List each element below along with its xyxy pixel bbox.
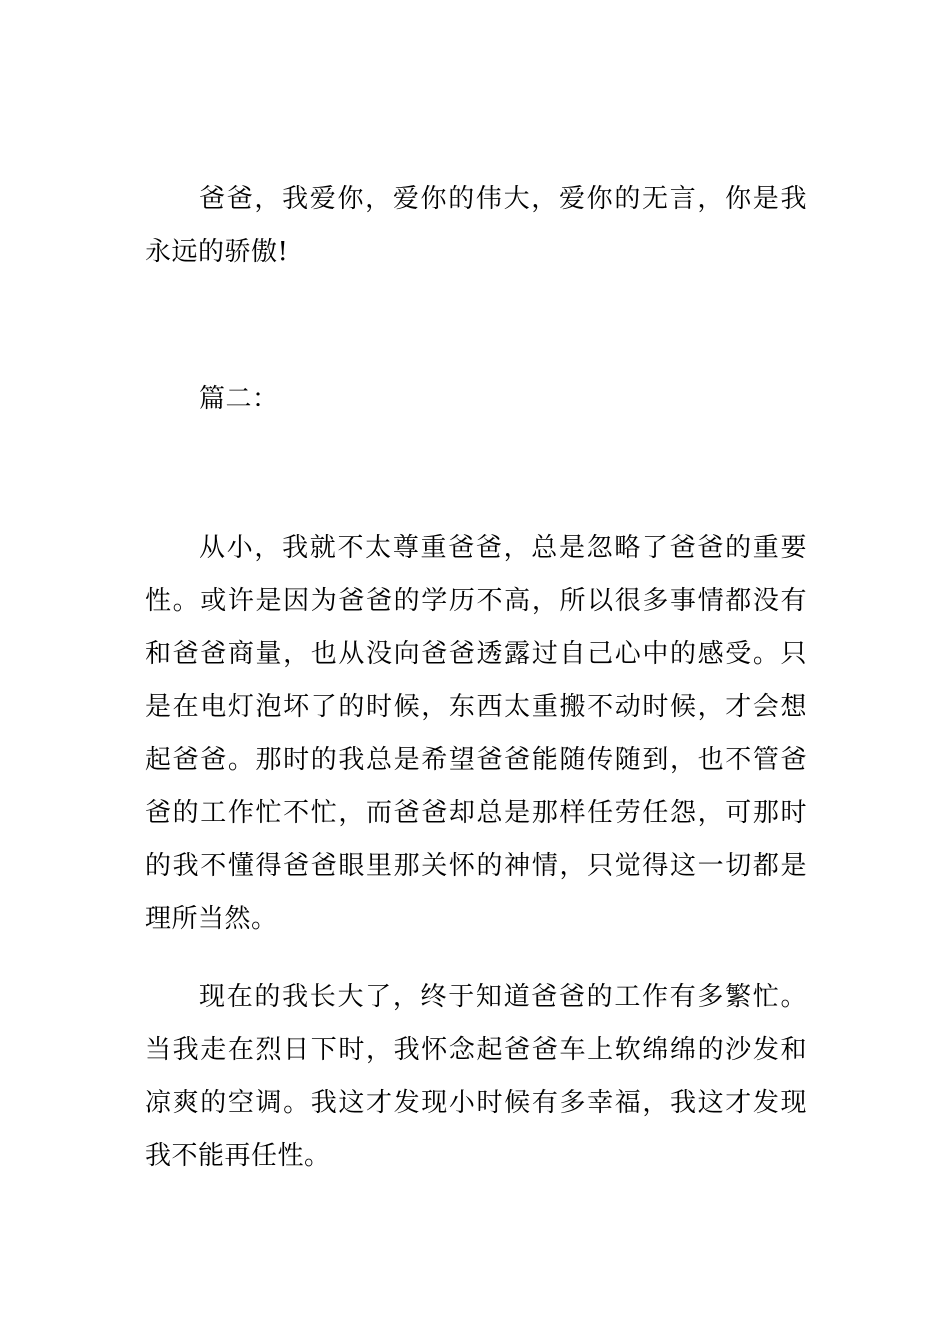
paragraph-grown-up: 现在的我长大了，终于知道爸爸的工作有多繁忙。当我走在烈日下时，我怀念起爸爸车上软绵绵的沙发和凉爽的空调。我这才发现小时候有多幸福，我这才发现我不能再任性。 xyxy=(145,982,807,1171)
section-heading: 篇二： xyxy=(199,384,279,414)
paragraph-childhood: 从小，我就不太尊重爸爸，总是忽略了爸爸的重要性。或许是因为爸爸的学历不高，所以很多事情都没有和爸爸商量，也从没向爸爸透露过自己心中的感受。只是在电灯泡坏了的时候，东西太重搬不动时候，才会想起爸爸。那时的我总是希望爸爸能随传随到，也不管爸爸的工作忙不忙，而爸爸却总是那样任劳任怨，可那时的我不懂得爸爸眼里那关怀的神情，只觉得这一切都是理所当然。 xyxy=(145,533,807,934)
paragraph-closing: 爸爸，我爱你，爱你的伟大，爱你的无言，你是我永远的骄傲! xyxy=(145,184,807,267)
